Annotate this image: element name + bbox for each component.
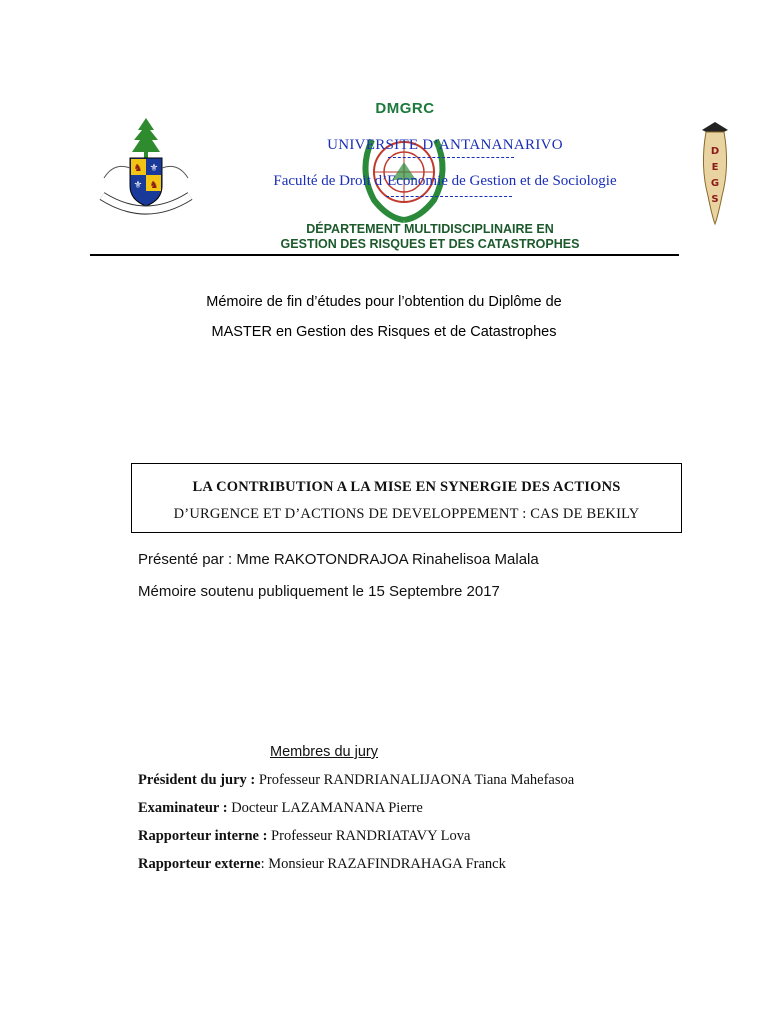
faculty-name: Faculté de Droit d’Economie de Gestion et de Sociologie xyxy=(273,173,617,189)
jury-member-name: Docteur LAZAMANANA Pierre xyxy=(227,800,423,816)
dmgrc-logo-label: DMGRC xyxy=(375,100,435,117)
jury-role: Rapporteur interne : xyxy=(138,828,268,844)
jury-member-president xyxy=(138,772,574,789)
dashed-divider xyxy=(386,196,512,197)
svg-text:S: S xyxy=(711,194,719,205)
university-crest-logo xyxy=(94,112,198,230)
svg-text:⚜: ⚜ xyxy=(133,180,143,191)
header-divider xyxy=(90,254,679,256)
svg-text:⚜: ⚜ xyxy=(149,163,159,174)
jury-member-external-rapporteur xyxy=(138,856,506,873)
svg-text:♞: ♞ xyxy=(149,180,159,191)
jury-member-examiner xyxy=(138,800,423,817)
svg-text:♞: ♞ xyxy=(133,163,143,174)
svg-text:E: E xyxy=(711,162,719,173)
svg-text:D: D xyxy=(710,146,720,157)
thesis-title-line1: LA CONTRIBUTION A LA MISE EN SYNERGIE DES ACTIONS xyxy=(192,479,621,495)
memoire-purpose-line1: Mémoire de fin d’études pour l’obtention du Diplôme de xyxy=(206,294,562,310)
presented-by: Présenté par : Mme RAKOTONDRAJOA Rinahelisoa Malala xyxy=(138,551,539,568)
department-name-line1: DÉPARTEMENT MULTIDISCIPLINAIRE EN xyxy=(306,222,554,236)
memoire-purpose-line2: MASTER en Gestion des Risques et de Catastrophes xyxy=(211,324,557,340)
department-name-line2: GESTION DES RISQUES ET DES CATASTROPHES xyxy=(280,237,580,251)
thesis-title-box xyxy=(131,463,682,533)
jury-role: Rapporteur externe xyxy=(138,856,261,872)
faculty-logo xyxy=(698,116,732,226)
thesis-title-line2: D’URGENCE ET D’ACTIONS DE DEVELOPPEMENT : CAS DE BEKILY xyxy=(173,506,640,522)
jury-member-internal-rapporteur xyxy=(138,828,470,845)
svg-text:G: G xyxy=(710,178,720,189)
jury-member-name: Professeur RANDRIATAVY Lova xyxy=(267,828,471,844)
jury-role: Examinateur : xyxy=(138,800,228,816)
university-name: UNIVERSITE D’ANTANANARIVO xyxy=(327,137,563,153)
defense-date: Mémoire soutenu publiquement le 15 Septembre 2017 xyxy=(138,583,500,600)
jury-heading: Membres du jury xyxy=(270,744,378,760)
jury-role: Président du jury : xyxy=(138,772,256,788)
jury-member-name: : Monsieur RAZAFINDRAHAGA Franck xyxy=(260,856,506,872)
jury-member-name: Professeur RANDRIANALIJAONA Tiana Mahefasoa xyxy=(255,772,575,788)
dmgrc-logo xyxy=(352,100,456,228)
dashed-divider xyxy=(388,157,514,158)
